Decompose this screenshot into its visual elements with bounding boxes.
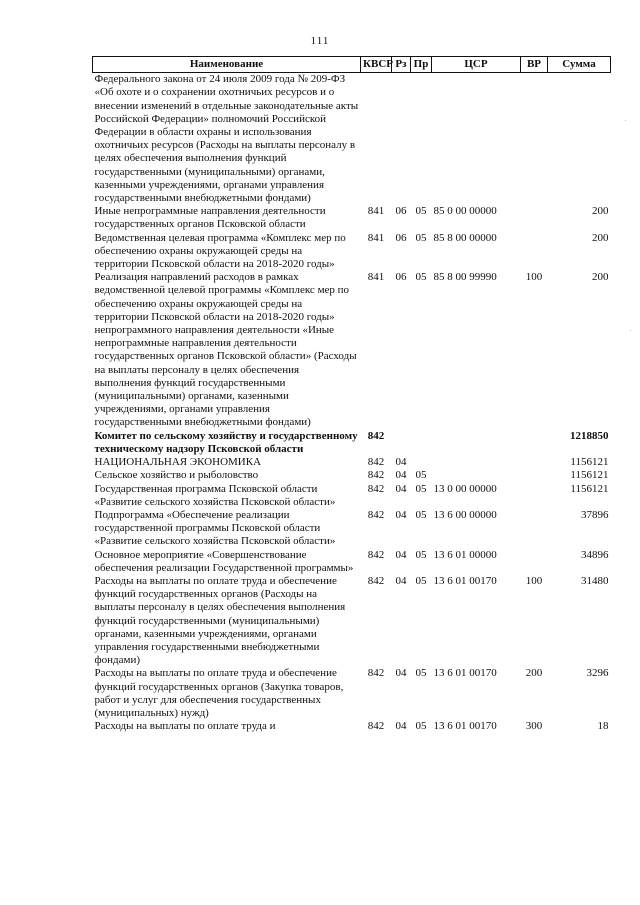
scan-speck <box>625 120 626 121</box>
row-csr: 85 8 00 99990 <box>433 271 497 284</box>
row-pr: 05 <box>415 574 427 587</box>
table-row <box>93 667 611 720</box>
row-csr: 85 0 00 00000 <box>433 205 497 218</box>
header-sum: Сумма <box>548 57 611 73</box>
table-row <box>93 469 611 482</box>
header-pr: Пр <box>411 57 432 73</box>
row-name: Комитет по сельскому хозяйству и государственному техническому надзору Псковской области <box>94 429 358 455</box>
row-rz: 04 <box>395 548 407 561</box>
row-sum: 31480 <box>581 574 609 587</box>
row-name: Сельское хозяйство и рыболовство <box>94 469 259 482</box>
row-rz: 04 <box>395 456 407 469</box>
row-pr: 05 <box>415 548 427 561</box>
row-sum: 18 <box>597 720 609 733</box>
budget-table <box>92 56 611 733</box>
header-kvsr: КВСР <box>361 57 392 73</box>
row-name: Иные непрограммные направления деятельности государственных органов Псковской области <box>94 205 326 231</box>
table-row <box>93 456 611 469</box>
row-pr <box>411 73 432 206</box>
header-csr: ЦСР <box>432 57 521 73</box>
row-vr <box>521 509 548 549</box>
row-rz: 04 <box>395 667 407 680</box>
row-vr: 100 <box>525 271 543 284</box>
row-vr <box>521 205 548 231</box>
table-row <box>93 232 611 272</box>
row-name: Расходы на выплаты по оплате труда и обеспечение функций государственных органов (Расходы на выплаты персоналу в целях обеспечения выполнения функций государственными (муниципальными) органами, казенными учреждениями, органами управления государственными внебюджетными фондами) <box>94 574 346 667</box>
row-vr: 100 <box>525 574 543 587</box>
table-row <box>93 549 611 575</box>
header-name: Наименование <box>93 57 361 73</box>
table-row <box>93 73 611 206</box>
row-vr: 300 <box>525 720 543 733</box>
table-row <box>93 509 611 549</box>
row-sum: 200 <box>592 271 609 284</box>
row-rz <box>392 73 411 206</box>
row-csr: 13 0 00 00000 <box>433 482 497 495</box>
row-rz: 06 <box>395 205 407 218</box>
row-name: Основное мероприятие «Совершенствование обеспечения реализации Государственной программы» <box>94 548 354 574</box>
row-sum: 34896 <box>581 548 609 561</box>
row-kvsr: 842 <box>367 548 385 561</box>
row-pr: 05 <box>415 667 427 680</box>
row-vr <box>521 73 548 206</box>
row-pr <box>411 456 432 469</box>
table-row <box>93 575 611 667</box>
table-header-row <box>93 57 611 73</box>
row-pr: 05 <box>415 231 427 244</box>
row-kvsr: 841 <box>367 205 385 218</box>
row-kvsr: 841 <box>367 231 385 244</box>
row-csr: 13 6 01 00170 <box>433 667 497 680</box>
row-rz: 04 <box>395 508 407 521</box>
row-rz: 04 <box>395 574 407 587</box>
row-kvsr: 842 <box>367 667 385 680</box>
row-csr: 13 6 01 00170 <box>433 574 497 587</box>
row-rz: 04 <box>395 482 407 495</box>
row-kvsr: 842 <box>367 469 385 482</box>
row-vr <box>521 430 548 456</box>
row-sum: 1156121 <box>570 482 609 495</box>
row-name: Ведомственная целевая программа «Комплекс мер по обеспечению охраны окружающей среды на территории Псковской области на 2018-2020 годы» <box>94 231 346 271</box>
row-vr <box>521 483 548 509</box>
row-kvsr: 842 <box>367 508 385 521</box>
table-row <box>93 271 611 429</box>
row-name: Реализация направлений расходов в рамках ведомственной целевой программы «Комплекс мер по обеспечению охраны окружающей среды на территории Псковской области на 2018-2020 годы» непрограммного направления деятельности «Иные непрограммные направления деятельности государственных органов Псковской области» (Расходы на выплаты персоналу в целях обеспечения выполнения функций государственными (муниципальными) органами, казенными учреждениями, органами управления государственными внебюджетными фондами) <box>94 271 357 429</box>
row-pr: 05 <box>415 469 427 482</box>
row-sum: 37896 <box>581 508 609 521</box>
table-row <box>93 483 611 509</box>
row-kvsr: 841 <box>367 271 385 284</box>
row-kvsr: 842 <box>367 456 385 469</box>
row-name: Государственная программа Псковской области «Развитие сельского хозяйства Псковской области» <box>94 482 336 508</box>
row-csr: 13 6 01 00000 <box>433 548 497 561</box>
row-sum: 1218850 <box>570 429 609 442</box>
row-pr <box>411 430 432 456</box>
row-sum: 3296 <box>586 667 609 680</box>
row-sum <box>548 73 611 206</box>
row-csr <box>432 456 521 469</box>
row-sum: 1156121 <box>570 469 609 482</box>
row-name: НАЦИОНАЛЬНАЯ ЭКОНОМИКА <box>94 456 262 469</box>
row-vr <box>521 469 548 482</box>
row-kvsr: 842 <box>367 574 385 587</box>
row-pr: 05 <box>415 720 427 733</box>
row-pr: 05 <box>415 271 427 284</box>
header-rz: Рз <box>392 57 411 73</box>
row-csr <box>432 73 521 206</box>
row-csr <box>432 469 521 482</box>
row-kvsr <box>361 73 392 206</box>
table-row <box>93 205 611 231</box>
row-rz: 06 <box>395 231 407 244</box>
row-rz <box>392 430 411 456</box>
scan-speck <box>630 330 631 331</box>
table-row <box>93 720 611 733</box>
row-kvsr: 842 <box>367 720 385 733</box>
row-csr: 85 8 00 00000 <box>433 231 497 244</box>
row-pr: 05 <box>415 205 427 218</box>
row-vr: 200 <box>525 667 543 680</box>
row-pr: 05 <box>415 508 427 521</box>
row-rz: 04 <box>395 720 407 733</box>
row-vr <box>521 456 548 469</box>
table-row-committee <box>93 430 611 456</box>
row-csr <box>432 430 521 456</box>
row-pr: 05 <box>415 482 427 495</box>
row-vr <box>521 232 548 272</box>
row-csr: 13 6 00 00000 <box>433 508 497 521</box>
row-rz: 04 <box>395 469 407 482</box>
row-kvsr: 842 <box>367 482 385 495</box>
row-rz: 06 <box>395 271 407 284</box>
row-name: Подпрограмма «Обеспечение реализации государственной программы Псковской области «Развитие сельского хозяйства Псковской области» <box>94 508 336 548</box>
header-vr: ВР <box>521 57 548 73</box>
row-sum: 200 <box>592 231 609 244</box>
row-sum: 200 <box>592 205 609 218</box>
row-csr: 13 6 01 00170 <box>433 720 497 733</box>
page-number: 111 <box>310 35 330 47</box>
row-sum: 1156121 <box>570 456 609 469</box>
row-kvsr: 842 <box>367 429 385 442</box>
row-vr <box>521 549 548 575</box>
row-name: Расходы на выплаты по оплате труда и обеспечение функций государственных органов (Закупка товаров, работ и услуг для обеспечения государственных (муниципальных) нужд) <box>94 667 344 719</box>
row-name: Федерального закона от 24 июля 2009 года № 209-ФЗ «Об охоте и о сохранении охотничьих ресурсов и о внесении изменений в отдельные законодательные акты Российской Федерации» полномочий Российской Федерации в области охраны и использования охотничьих ресурсов (Расходы на выплаты персоналу в целях обеспечения выполнения функций государственными (муниципальными) органами, казенными учреждениями, органами управления государственными внебюджетными фондами) <box>94 73 359 205</box>
row-name: Расходы на выплаты по оплате труда и <box>94 720 276 733</box>
